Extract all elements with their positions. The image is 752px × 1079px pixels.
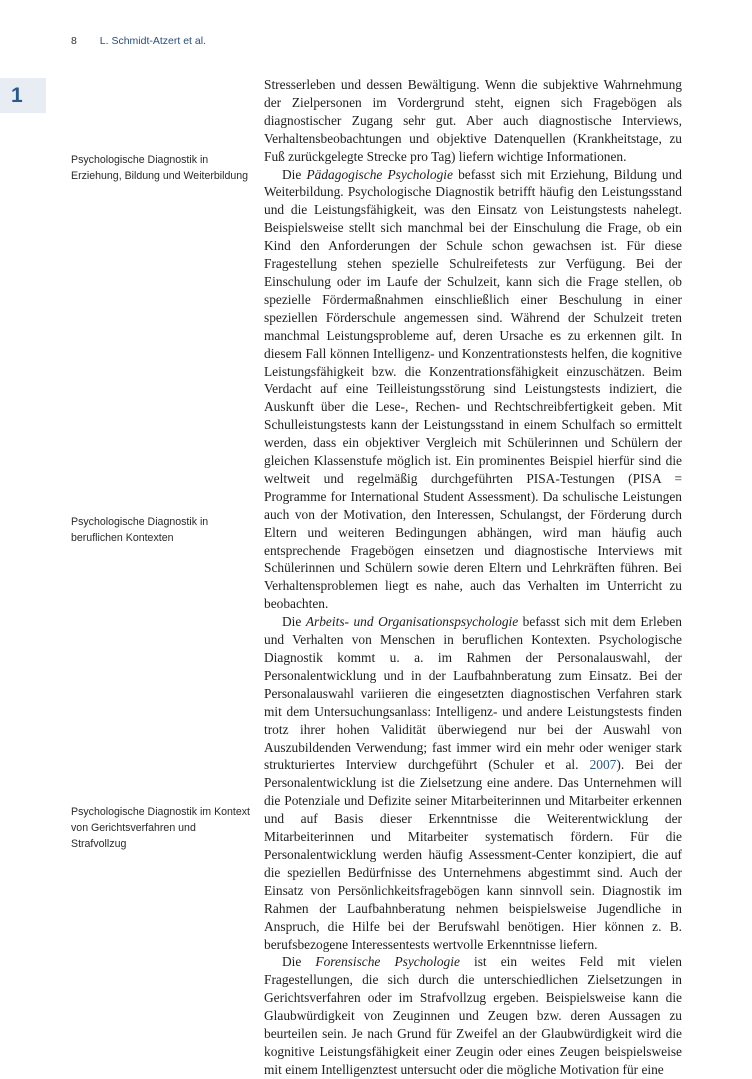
margin-note-erziehung: Psychologische Diagnostik in Erziehung, Bildung und Weiterbildung: [71, 154, 249, 183]
body-text: [264, 76, 682, 1079]
emphasis-term: Forensische Psychologie: [315, 954, 460, 970]
emphasis-term: Arbeits- und Organisationspsychologie: [305, 614, 519, 630]
margin-note-beruf: Psychologische Diagnostik in beruflichen Kontexten: [71, 516, 209, 545]
paragraph: Die Arbeits- und Organisationspsychologie befasst sich mit dem Erleben und Verhalten von Menschen in beruflichen Kontexten. Psychologische Diagnostik kommt u. a. im Rahmen der Personalauswahl, der Personalentwicklung und in der Laufbahnberatung zum Einsatz. Bei der Personalauswahl variieren die eingesetzten diagnostischen Verfahren stark mit dem Untersuchungsanlass: Intelligenz- und andere Leistungstests finden trotz ihrer hohen Validität überwiegend nur bei der Auswahl von Auszubildenden Verwendung; fast immer wird ein mehr oder weniger stark strukturiertes Interview durchgeführt (Schuler et al. 2007). Bei der Personalentwicklung ist die Zielsetzung eine andere. Das Unternehmen will die Potenziale und Defizite seiner Mitarbeiterinnen und Mitarbeiter erkennen und auf Basis dieser Erkenntnisse die Weiterentwicklung der Mitarbeiterinnen und Mitarbeiter systematisch fördern. Für die Personalentwicklung werden häufig Assessment-Center konzipiert, die auf die speziellen Bedürfnisse des Unternehmens abgestimmt sind. Auch der Einsatz von Persönlichkeitsfragebögen kann sinnvoll sein. Diagnostik im Rahmen der Laufbahnberatung nehmen beispielsweise Jugendliche in Anspruch, die Hilfe bei der Berufswahl benötigen. Hier können z. B. berufsbezogene Interessentests wertvolle Erkenntnisse liefern.: [264, 614, 682, 952]
margin-note-forensik: Psychologische Diagnostik im Kontext von Gerichtsverfahren und Strafvollzug: [71, 806, 251, 851]
citation-link[interactable]: 2007: [589, 757, 617, 773]
chapter-tab: [0, 78, 46, 113]
page-number: 8: [71, 35, 77, 47]
chapter-number: 1: [11, 84, 23, 107]
header-authors: L. Schmidt-Atzert et al.: [99, 35, 206, 47]
paragraph: Stresserleben und dessen Bewältigung. Wenn die subjektive Wahrnehmung der Zielpersonen im Vordergrund steht, eignen sich Fragebögen als diagnostischer Zugang sehr gut. Aber auch diagnostische Interviews, Verhaltensbeobachtungen und objektive Datenquellen (Krankheitstage, zu Fuß zurückgelegte Strecke pro Tag) liefern wichtige Informationen.: [264, 77, 682, 164]
paragraph: Die Forensische Psychologie ist ein weites Feld mit vielen Fragestellungen, die sich durch die unterschiedlichen Zielsetzungen in Gerichtsverfahren oder im Strafvollzug ergeben. Beispielsweise kann die Glaubwürdigkeit von Zeuginnen und Zeugen bzw. deren Aussagen zu beurteilen sein. Je nach Grund für Zweifel an der Glaubwürdigkeit wird die kognitive Leistungsfähigkeit einer Zeugin oder eines Zeugen beispielsweise mit einem Intelligenztest untersucht oder die mögliche Motivation für eine: [264, 954, 682, 1077]
paragraph: Die Pädagogische Psychologie befasst sich mit Erziehung, Bildung und Weiterbildung. Psychologische Diagnostik betrifft häufig den Leistungsstand und die Leistungsfähigkeit, was den Einsatz von Leistungstests nahelegt. Beispielsweise stellt sich manchmal bei der Einschulung die Frage, ob ein Kind den Anforderungen der Schule schon gewachsen ist. Für diese Fragestellung stehen spezielle Schulreifetests zur Verfügung. Bei der Einschulung oder im Laufe der Schulzeit, kann sich die Frage stellen, ob spezielle Fördermaßnahmen einschließlich einer Beschulung in einer speziellen Förderschule angemessen sind. Während der Schulzeit treten manchmal Leistungsprobleme auf, deren Ursache es zu erkennen gilt. In diesem Fall können Intelligenz- und Konzentrationstests helfen, die kognitive Leistungsfähigkeit bzw. die Konzentrationsfähigkeit einzuschätzen. Beim Verdacht auf eine Teilleistungsstörung sind Leistungstests indiziert, die Auskunft über die Lese-, Rechen- und Rechtschreibfertigkeit geben. Mit Schulleistungstests kann der Leistungsstand in einem Schulfach so ermittelt werden, dass ein objektiver Vergleich mit Schülerinnen und Schülern der gleichen Klassenstufe möglich ist. Ein prominentes Beispiel hierfür sind die weltweit und regelmäßig durchgeführten PISA-Testungen (PISA = Programme for International Student Assessment). Da schulische Leistungen auch von der Motivation, den Interessen, Schulangst, der Förderung durch Eltern und weiteren Bedingungen abhängen, wird man häufig auch entsprechende Fragebögen einsetzen und diagnostische Interviews mit Schülerinnen und Schülern sowie deren Eltern und Lehrkräften führen. Bei Verhaltensproblemen liegt es nahe, auch das Verhalten im Unterricht zu beobachten.: [264, 166, 683, 612]
running-header: [71, 35, 206, 47]
emphasis-term: Pädagogische Psychologie: [306, 166, 453, 182]
